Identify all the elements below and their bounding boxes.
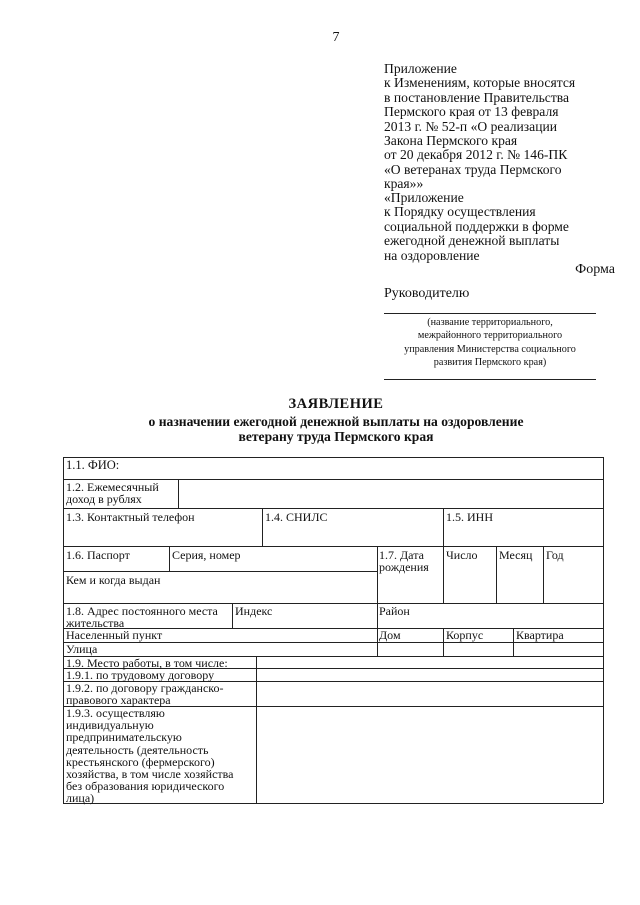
entrepreneur-line: хозяйства, в том числе хозяйства (66, 767, 234, 782)
caption-line: развития Пермского края) (433, 356, 547, 368)
annex2-line: ежегодной денежной выплаты (384, 233, 560, 249)
issued-by-field[interactable] (64, 586, 376, 602)
civil-contract-label (66, 682, 224, 706)
work-place-field[interactable] (257, 657, 602, 667)
locality-label: Населенный пункт (66, 628, 163, 642)
work-place-label: 1.9. Место работы, в том числе: (66, 656, 228, 670)
entrepreneur-line: деятельность (деятельность (66, 742, 209, 757)
entrepreneur-line: индивидуальную (66, 718, 154, 733)
month-label: Месяц (499, 548, 533, 562)
entrepreneur-line: предпринимательскую (66, 730, 182, 745)
annex1-line: Пермского края от 13 февраля (384, 104, 559, 120)
day-label: Число (446, 548, 478, 562)
recipient-label: Руководителю (384, 286, 470, 301)
table-line (63, 457, 64, 803)
annex-header-procedure (384, 191, 624, 263)
entrepreneur-field[interactable] (257, 707, 602, 802)
passport-label: 1.6. Паспорт (66, 548, 130, 562)
street-label: Улица (66, 642, 98, 656)
street-field[interactable] (100, 643, 376, 655)
entrepreneur-line: лица) (66, 791, 95, 806)
caption-line: (название территориального, (427, 317, 553, 328)
locality-field[interactable] (170, 629, 376, 641)
table-line (63, 546, 603, 547)
table-line (377, 603, 378, 656)
phone-field[interactable] (64, 522, 261, 545)
table-line (443, 628, 444, 656)
page-number: 7 (332, 30, 340, 45)
annex-header-amendments (384, 62, 624, 192)
annex1-line: 2013 г. № 52-п «О реализации (384, 118, 558, 134)
annex1-line: Приложение (384, 61, 457, 76)
entrepreneur-line: без образования юридического (66, 779, 225, 794)
entrepreneur-label (66, 707, 233, 805)
entrepreneur-line: крестьянского (фермерского) (66, 754, 215, 769)
dob-label-line: рождения (379, 560, 429, 575)
form-label: Форма (575, 262, 615, 277)
inn-label: 1.5. ИНН (446, 510, 493, 524)
snils-field[interactable] (263, 522, 442, 545)
recipient-name-line[interactable] (384, 313, 596, 314)
series-number-field[interactable] (170, 560, 376, 570)
fio-label: 1.1. ФИО: (66, 458, 120, 472)
issued-by-label: Кем и когда выдан (66, 573, 161, 587)
civil-contract-line: 1.9.2. по договору гражданско- (66, 681, 224, 695)
district-label: Район (379, 604, 410, 618)
year-label: Год (546, 548, 564, 562)
snils-label: 1.4. СНИЛС (265, 510, 328, 524)
labor-contract-field[interactable] (257, 669, 602, 680)
dob-label-line: 1.7. Дата (379, 548, 424, 562)
income-label (66, 481, 159, 505)
caption-line: межрайонного территориального (417, 330, 563, 342)
inn-field[interactable] (444, 522, 602, 545)
annex1-line: края»» (384, 176, 424, 192)
labor-contract-label: 1.9.1. по трудовому договору (66, 668, 215, 682)
annex1-line: в постановление Правительства (384, 89, 570, 105)
building-label: Корпус (446, 628, 484, 642)
phone-label: 1.3. Контактный телефон (66, 510, 195, 524)
district-field[interactable] (420, 604, 602, 627)
civil-contract-line: правового характера (66, 693, 171, 708)
annex1-line: Закона Пермского края (384, 133, 518, 149)
postal-index-label: Индекс (235, 604, 273, 618)
subtitle-line: о назначении ежегодной денежной выплаты на оздоровление (148, 414, 524, 429)
annex2-line: на оздоровление (384, 247, 480, 263)
fio-field[interactable] (140, 458, 602, 478)
document-subtitle (0, 414, 640, 444)
annex1-line: от 20 декабря 2012 г. № 146-ПК (384, 147, 568, 163)
annex2-line: социальной поддержки в форме (384, 218, 569, 234)
annex2-line: к Порядку осуществления (384, 204, 536, 220)
table-line (63, 508, 603, 509)
birth-year-field[interactable] (544, 562, 602, 602)
annex2-line: «Приложение (384, 190, 464, 205)
house-label: Дом (379, 628, 401, 642)
document-title: ЗАЯВЛЕНИЕ (288, 396, 384, 412)
recipient-caption (384, 316, 596, 369)
address-label (66, 605, 218, 629)
income-label-line: доход в рублях (66, 492, 142, 507)
caption-line: управления Министерства социального (404, 343, 576, 355)
income-field[interactable] (179, 480, 602, 507)
apartment-label: Квартира (516, 628, 564, 642)
table-line (377, 546, 378, 603)
income-label-line: 1.2. Ежемесячный (66, 480, 159, 494)
table-line (603, 457, 604, 803)
birth-month-field[interactable] (497, 562, 542, 602)
civil-contract-field[interactable] (257, 682, 602, 705)
table-line (232, 603, 233, 628)
date-of-birth-label (379, 549, 429, 573)
entrepreneur-line: 1.9.3. осуществляю (66, 706, 165, 720)
birth-day-field[interactable] (444, 562, 495, 602)
annex1-line: к Изменениям, которые вносятся (384, 75, 576, 91)
postal-index-field[interactable] (280, 604, 376, 627)
address-label-line: 1.8. Адрес постоянного места (66, 604, 218, 618)
subtitle-line: ветерану труда Пермского края (238, 429, 434, 444)
table-line (63, 803, 603, 804)
series-number-label: Серия, номер (172, 548, 241, 562)
annex1-line: «О ветеранах труда Пермского (384, 161, 562, 177)
address-label-line: жительства (66, 616, 125, 631)
table-line (63, 571, 377, 572)
table-line (513, 628, 514, 656)
recipient-extra-line[interactable] (384, 379, 596, 380)
